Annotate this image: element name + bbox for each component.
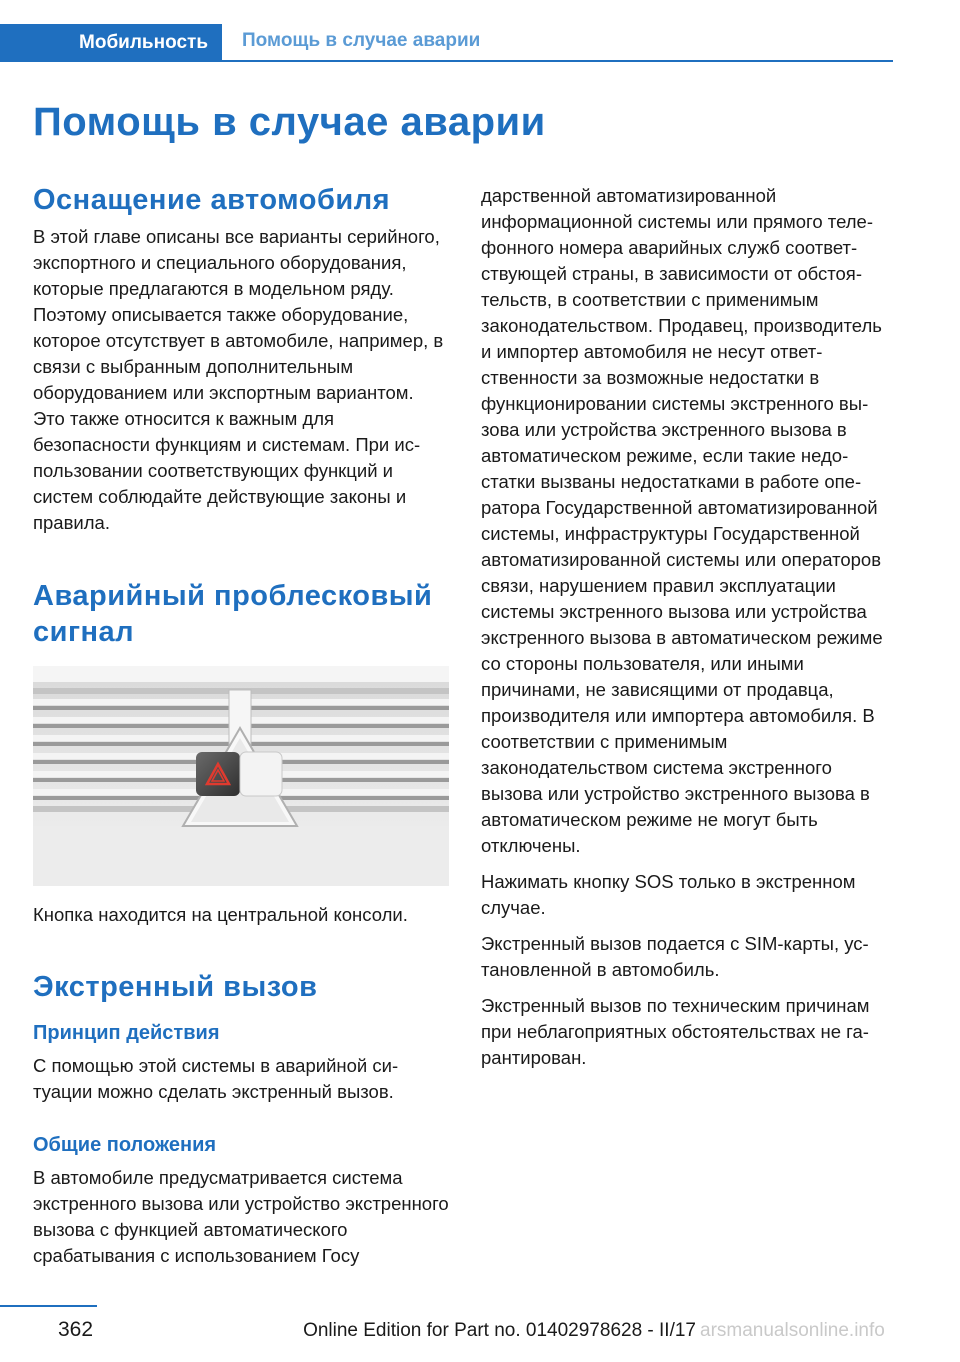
equipment-heading: Оснащение автомобиля [33,184,391,216]
right-column [481,183,896,1071]
principle-text: С помощью этой системы в аварийной ситуации можно сделать экстренный вызов. [33,1055,399,1102]
edition-info: Online Edition for Part no. 01402978628 - II/17 [303,1320,696,1341]
footer-rule [0,1305,97,1307]
section-tab-label: Мобильность [79,32,208,53]
general-text: В автомобиле предусматривается система экстренного вызова или устройство экстренного вызова с функцией автоматического срабатывания с использованием Госу [33,1167,449,1266]
page-number: 362 [58,1318,94,1341]
hazard-button-figure [33,666,449,886]
principle-heading: Принцип действия [33,1022,220,1044]
header-section-tab [0,24,222,62]
general-heading: Общие положения [33,1134,217,1156]
hazard-heading: Аварийный проблесковый сигнал [33,580,433,648]
emergency-call-heading: Экстренный вызов [33,971,318,1003]
left-column [33,183,449,1269]
sim-paragraph: Экстренный вызов подается с SIM-карты, установленной в автомобиль. [481,933,869,980]
watermark: arsmanualsonline.info [700,1320,885,1341]
equipment-text: В этой главе описаны все варианты серийного, экспортного и специального оборудования, которые предлагаются в модельном ряду. Поэтому описывается также оборудование, которое отсутствует в автомобиле, например, в связи с выбранным дополнительным оборудованием или экспортным вариантом. Это также относится к важным для безопасности функциям и системам. При использовании соответствующих функций и систем соблюдайте действующие законы и правила. [33,226,444,533]
liability-paragraph: дарственной автоматизированной информационной системы или прямого телефонного номера аварийных служб соответствующей страны, в зависимости от обстоятельств, в соответствии с применимым законодательством. Продавец, производитель и импортер автомобиля не несут ответственности за возможные недостатки в функционировании системы экстренного вызова или устройства экстренного вызова в автоматическом режиме, если такие недостатки вызваны недостатками в работе оператора Государственной автоматизированной системы, инфраструктуры Государственной автоматизированной системы или операторов связи, нарушением правил эксплуатации системы экстренного вызова или устройства экстренного вызова в автоматическом режиме со стороны пользователя, или иными причинами, не зависящими от продавца, производителя или импортера автомобиля. В соответствии с применимым законодательством система экстренного вызова или устройство экстренного вызова в автоматическом режиме не могут быть отключены. [481,185,883,856]
header-rule [0,60,893,62]
sos-paragraph: Нажимать кнопку SOS только в экстренном случае. [481,871,856,918]
figure-caption: Кнопка находится на центральной консоли. [33,904,408,925]
not-guaranteed-paragraph: Экстренный вызов по техническим причинам при неблагоприятных обстоятельствах не гарантирован. [481,995,870,1068]
page-title: Помощь в случае аварии [33,100,546,144]
breadcrumb: Помощь в случае аварии [242,30,481,51]
